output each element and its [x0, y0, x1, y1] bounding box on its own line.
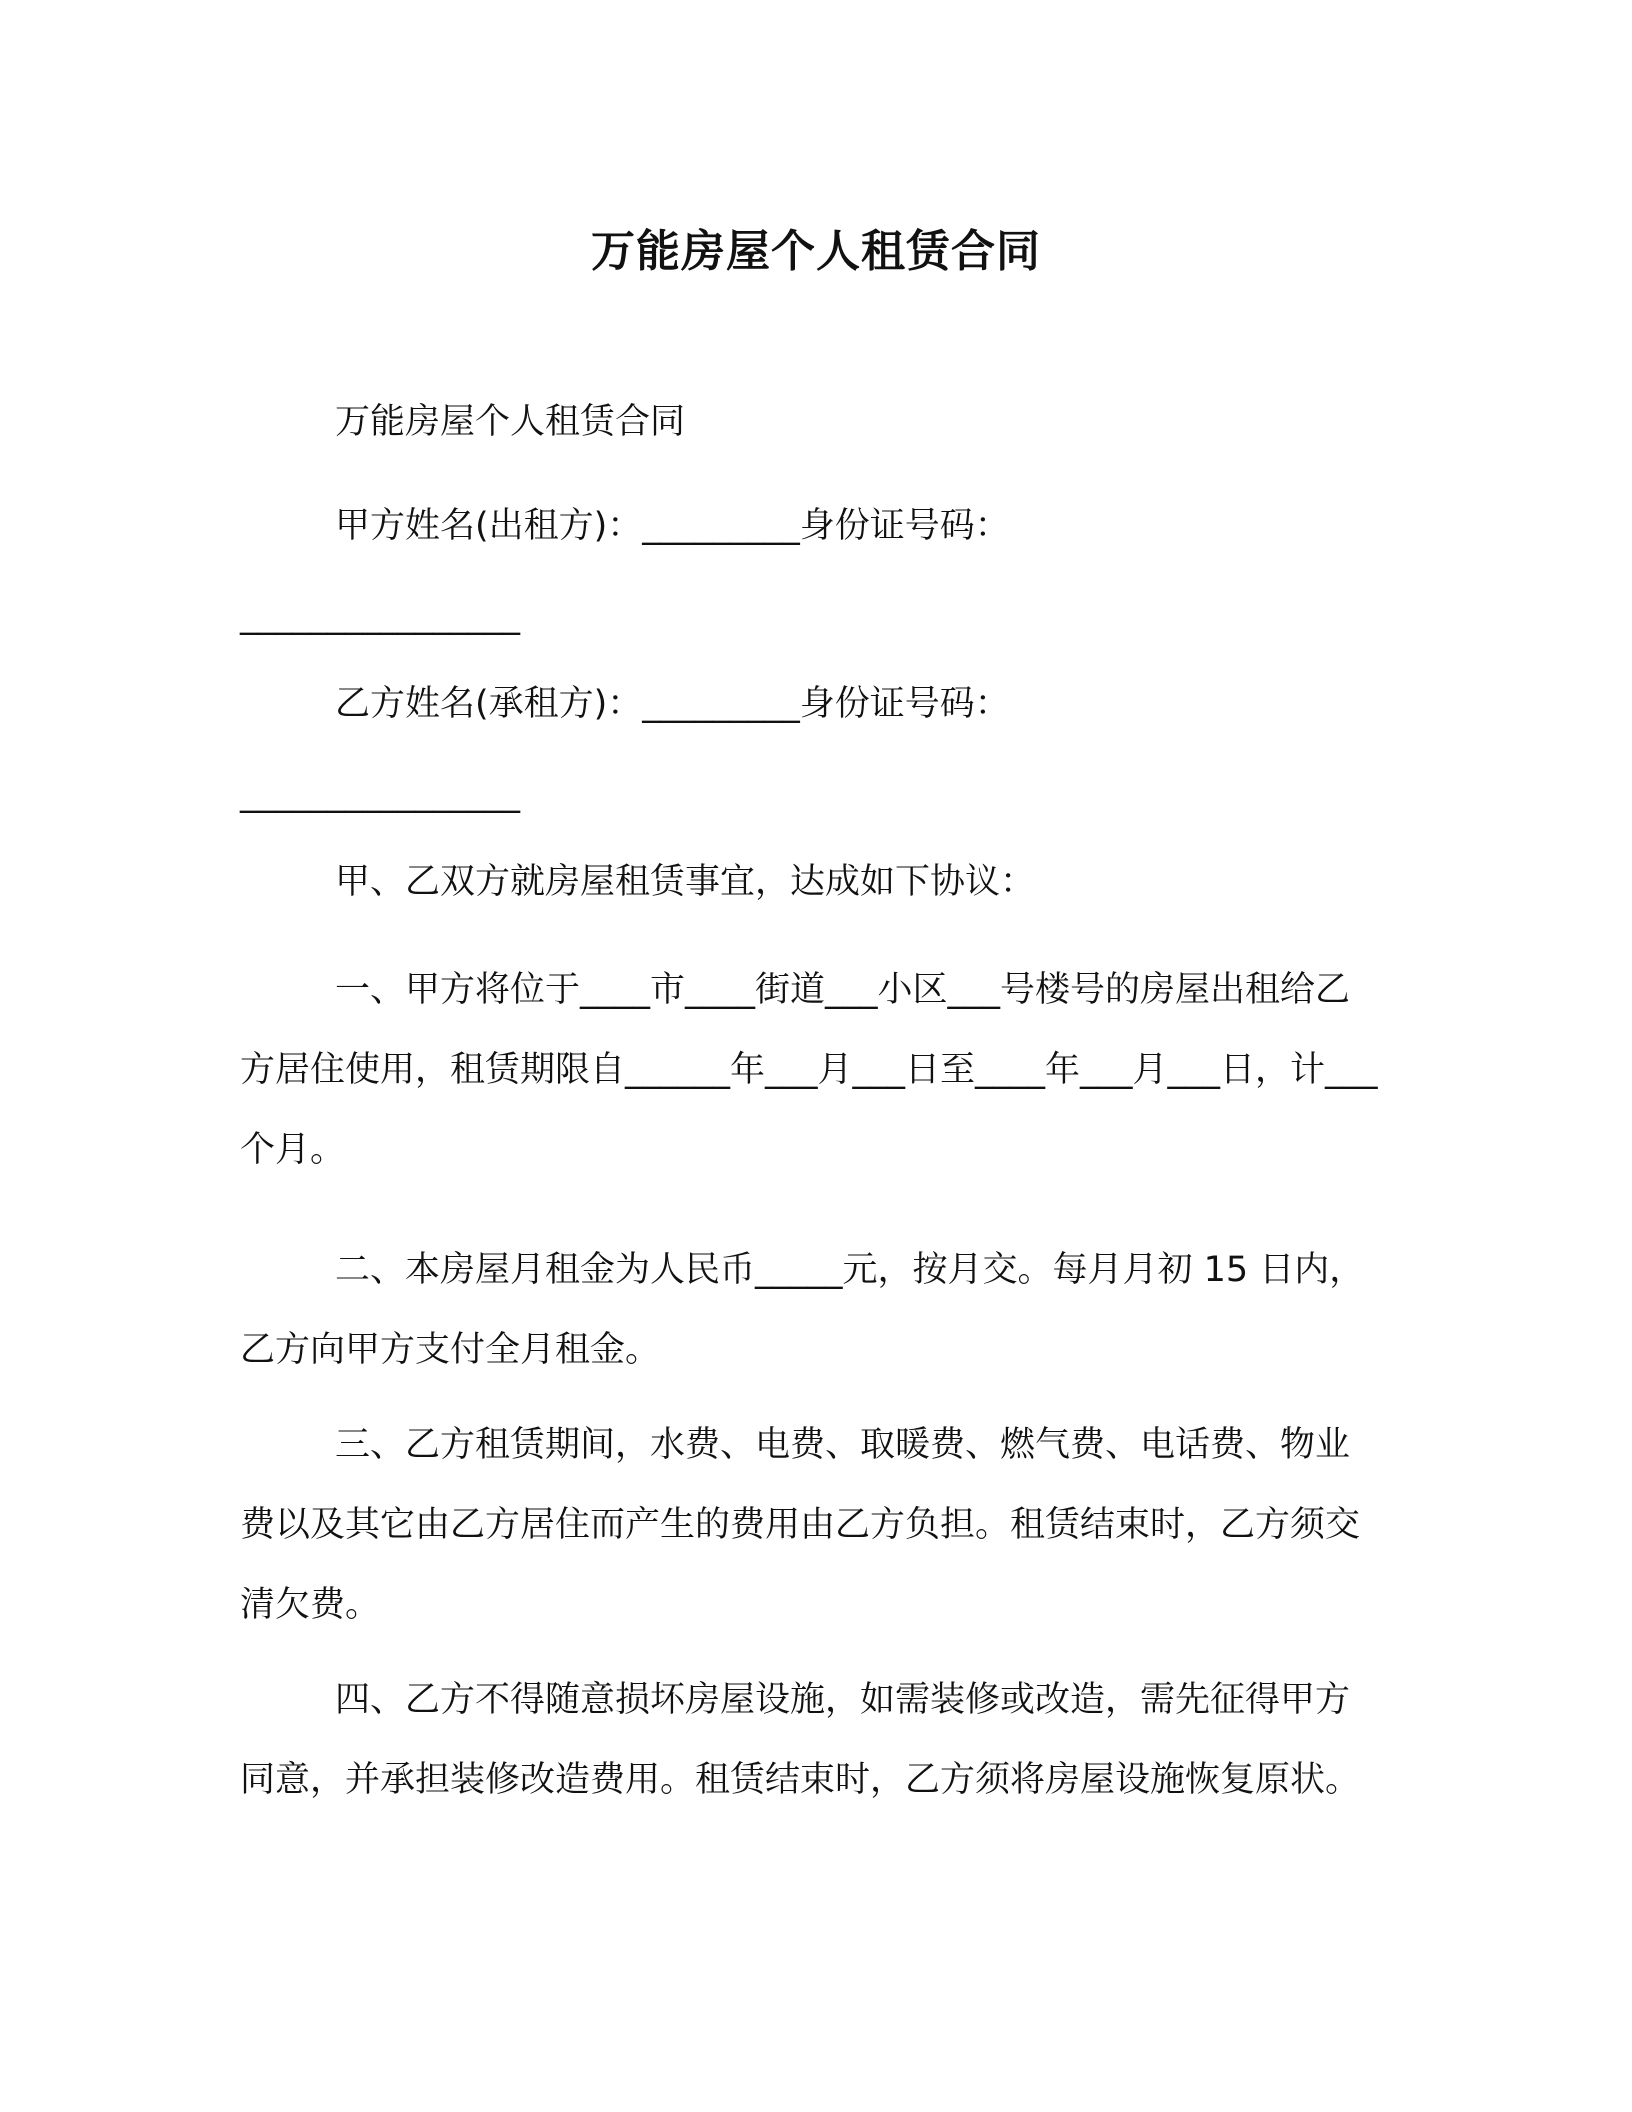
- clause-3: 三、乙方租赁期间，水费、电费、取暖费、燃气费、电话费、物业费以及其它由乙方居住而产生的费用由乙方负担。租赁结束时，乙方须交清欠费。: [240, 1425, 1361, 1625]
- party-b-line: 乙方姓名(承租方)：_________身份证号码：: [335, 684, 1010, 724]
- document-subtitle: 万能房屋个人租赁合同: [335, 402, 686, 442]
- party-b-id-blank: ________________: [240, 774, 520, 814]
- clause-2: 二、本房屋月租金为人民币_____元，按月交。每月月初 15 日内，乙方向甲方支付全月租金。: [240, 1250, 1365, 1370]
- party-a-id-blank: ________________: [240, 596, 520, 636]
- party-a-line: 甲方姓名(出租方)：_________身份证号码：: [335, 506, 1010, 546]
- agreement-intro: 甲、乙双方就房屋租赁事宜，达成如下协议：: [335, 862, 1036, 902]
- clause-4: 四、乙方不得随意损坏房屋设施，如需装修或改造，需先征得甲方同意，并承担装修改造费用。租赁结束时，乙方须将房屋设施恢复原状。: [240, 1680, 1361, 1800]
- document-title: 万能房屋个人租赁合同: [591, 226, 1041, 277]
- clause-1: 一、甲方将位于____市____街道___小区___号楼号的房屋出租给乙方居住使用，租赁期限自______年___月___日至____年___月___日，计___个月。: [240, 970, 1378, 1170]
